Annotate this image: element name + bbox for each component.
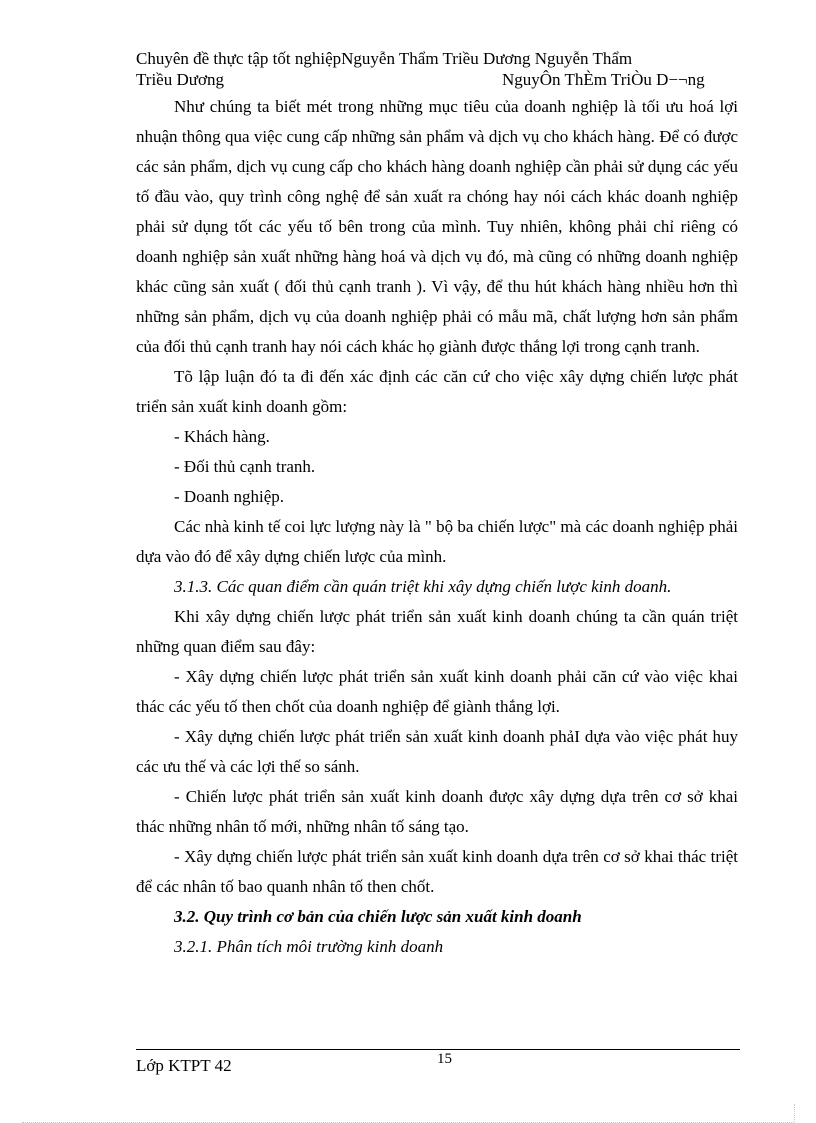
paragraph-viewpoints: Khi xây dựng chiến lược phát triển sản xuất kinh doanh chúng ta cần quán triệt những quan điểm sau đây:	[136, 607, 738, 656]
page-body	[136, 92, 738, 962]
bullet-key-factors: - Xây dựng chiến lược phát triển sản xuất kinh doanh phải căn cứ vào việc khai thác các yếu tố then chốt của doanh nghiệp để giành thắng lợi.	[136, 667, 738, 716]
page-number: 15	[437, 1051, 452, 1067]
paragraph-intro: Như chúng ta biết mét trong những mục tiêu của doanh nghiệp là tối ưu hoá lợi nhuận thông qua việc cung cấp những sản phẩm và dịch vụ cho khách hàng. Để có được các sản phẩm, dịch vụ cung cấp cho khách hàng doanh nghiệp cần phải sử dụng các yếu tố đầu vào, quy trình công nghệ để sản xuất ra chóng hay nói cách khác doanh nghiệp phải sử dụng tốt các yếu tố bên trong của mình. Tuy nhiên, không phải chỉ riêng có doanh nghiệp sản xuất những hàng hoá và dịch vụ đó, mà cũng có những doanh nghiệp khác cũng sản xuất ( đối thủ cạnh tranh ). Vì vậy, để thu hút khách hàng nhiều hơn thì những sản phẩm, dịch vụ của doanh nghiệp phải có mẫu mã, chất lượng hơn sản phẩm của đối thủ cạnh tranh hay nói cách khác họ giành được thắng lợi trong cạnh tranh.	[136, 97, 738, 356]
page-header	[136, 48, 736, 90]
header-line-1: Chuyên đề thực tập tốt nghiệpNguyễn Thẩm Triều Dương Nguyễn Thẩm	[136, 49, 633, 68]
list-item-competitors: - Đối thủ cạnh tranh.	[174, 457, 316, 476]
header-line-2	[136, 69, 736, 90]
list-item-customers: - Khách hàng.	[174, 427, 270, 446]
bullet-advantages: - Xây dựng chiến lược phát triển sản xuất kinh doanh phảI dựa vào việc phát huy các ưu thế và các lợi thế so sánh.	[136, 727, 738, 776]
heading-3-1-3: 3.1.3. Các quan điểm cần quán triệt khi xây dựng chiến lược kinh doanh.	[174, 577, 672, 596]
footer-divider	[136, 1049, 740, 1050]
paragraph-bases: Tõ lập luận đó ta đi đến xác định các căn cứ cho việc xây dựng chiến lược phát triển sản xuất kinh doanh gồm:	[136, 367, 738, 416]
list-item-enterprise: - Doanh nghiệp.	[174, 487, 285, 506]
bullet-new-factors: - Chiến lược phát triển sản xuất kinh doanh được xây dựng dựa trên cơ sở khai thác những nhân tố mới, những nhân tố sáng tạo.	[136, 787, 738, 836]
paragraph-strategy-triad: Các nhà kinh tế coi lực lượng này là " bộ ba chiến lược" mà các doanh nghiệp phải dựa vào đó để xây dựng chiến lược của mình.	[136, 517, 738, 566]
page-right-border	[794, 1104, 795, 1122]
header-author-left: Triều Dương	[136, 70, 224, 89]
footer-class-label: Lớp KTPT 42	[136, 1056, 232, 1075]
heading-3-2-1: 3.2.1. Phân tích môi trường kinh doanh	[174, 937, 444, 956]
heading-3-2: 3.2. Quy trình cơ bản của chiến lược sản xuất kinh doanh	[174, 907, 582, 926]
bullet-surrounding-factors: - Xây dựng chiến lược phát triển sản xuất kinh doanh dựa trên cơ sở khai thác triệt để các nhân tố bao quanh nhân tố then chốt.	[136, 847, 738, 896]
header-author-right: NguyÔn ThÈm TriÒu D−¬ng	[502, 70, 705, 89]
